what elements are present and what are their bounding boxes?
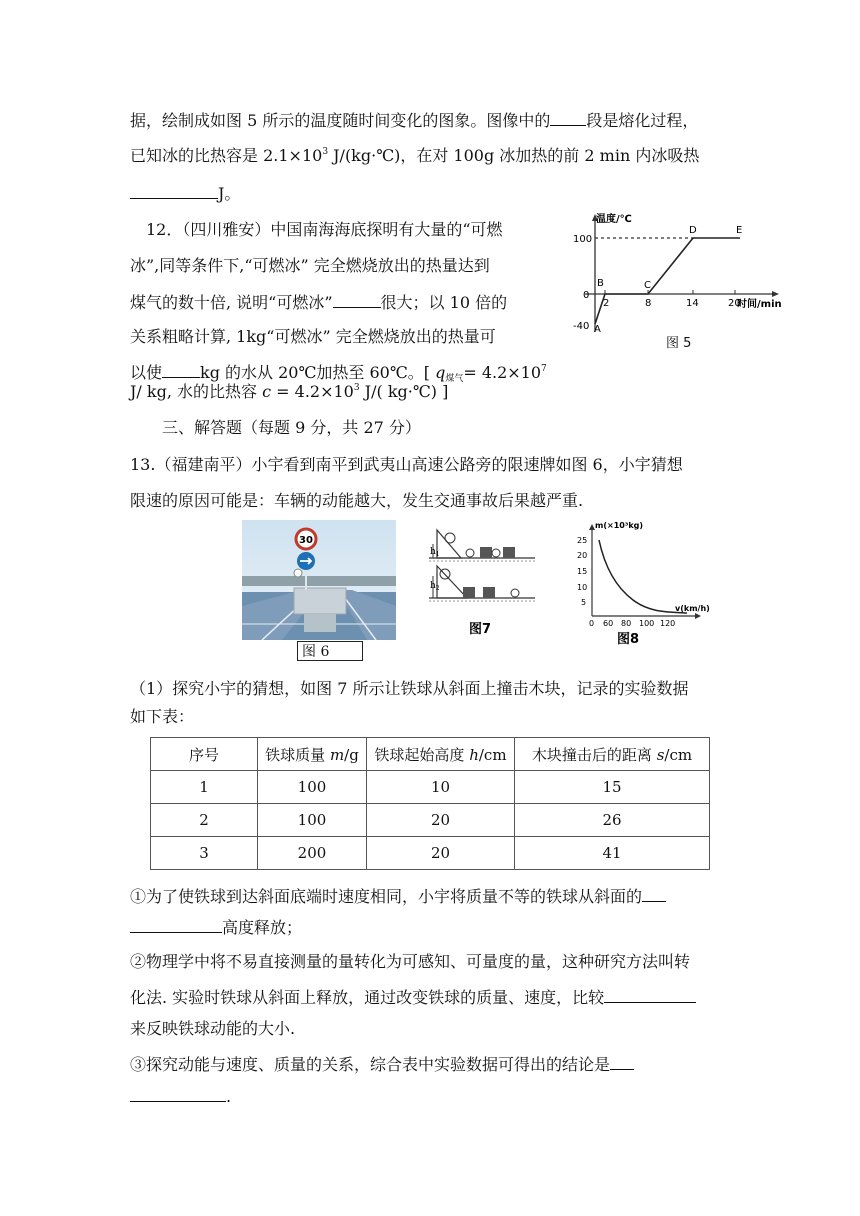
header-height: 铁球起始高度 h/cm: [367, 738, 515, 771]
cell-height: 20: [367, 837, 515, 870]
fig8-xtick: 80: [621, 619, 632, 628]
section-heading: 三、解答题（每题 9 分，共 27 分）: [162, 418, 421, 437]
fig8-ytick: 15: [577, 567, 588, 576]
fig5-ytick-0: 0: [583, 290, 590, 301]
answer-blank[interactable]: [162, 362, 200, 378]
q12-line4: 关系粗略计算, 1kg“可燃冰” 完全燃烧放出的热量可: [130, 327, 496, 346]
fig5-point-d: D: [689, 225, 697, 236]
q11-line3: J。: [130, 183, 240, 204]
figure-7-caption: 图7: [469, 622, 492, 637]
q13-sub2-line2: 化法. 实验时铁球从斜面上释放，通过改变铁球的质量、速度，比较: [130, 987, 696, 1008]
q13-part1-line1: （1）探究小宇的猜想，如图 7 所示让铁球从斜面上撞击木块，记录的实验数据: [130, 679, 689, 698]
fig8-ytick: 25: [577, 536, 588, 545]
cell-distance: 15: [515, 771, 710, 804]
fig8-ylabel: m(×10³kg): [595, 521, 644, 530]
q12-line2: 冰”,同等条件下,“可燃冰” 完全燃烧放出的热量达到: [130, 256, 490, 275]
cell-index: 3: [151, 837, 258, 870]
fig5-ytick-100: 100: [573, 234, 593, 245]
fig5-ytick-neg40: -40: [573, 321, 590, 332]
figure-6-caption: 图 6: [297, 641, 363, 661]
fig5-ylabel: 温度/℃: [596, 214, 632, 225]
q12-line1: 12．（四川雅安）中国南海海底探明有大量的“可燃: [146, 220, 503, 239]
fig8-xtick: 0: [589, 619, 595, 628]
fig8-ytick: 5: [581, 598, 587, 607]
q13-sub2-line1: ②物理学中将不易直接测量的量转化为可感知、可量度的量，这种研究方法叫转: [130, 952, 691, 971]
q13-sub3-line2: .: [130, 1086, 231, 1107]
q12-line3: 煤气的数十倍, 说明“可燃冰” 很大；以 10 倍的: [130, 293, 508, 312]
fig5-xlabel: 时间/min: [737, 299, 782, 310]
q13-sub2-line3: 来反映铁球动能的大小.: [130, 1019, 296, 1038]
fig5-point-a: A: [594, 324, 601, 335]
answer-blank[interactable]: [550, 110, 586, 126]
cell-mass: 200: [258, 837, 367, 870]
answer-blank[interactable]: [642, 886, 666, 902]
fig8-xlabel: v(km/h): [675, 604, 710, 613]
fig8-ytick: 20: [577, 551, 588, 560]
answer-blank[interactable]: [333, 292, 381, 308]
figure-8-caption: 图8: [617, 632, 640, 647]
q13-sub1-line2: 高度释放；: [130, 917, 302, 938]
q13-sub3-line1: ③探究动能与速度、质量的关系，综合表中实验数据可得出的结论是: [130, 1054, 634, 1075]
q13-line1: 13.（福建南平）小宇看到南平到武夷山高速公路旁的限速牌如图 6，小宇猜想: [130, 455, 683, 474]
fig8-xtick: 60: [603, 619, 614, 628]
header-mass: 铁球质量 m/g: [258, 738, 367, 771]
header-distance: 木块撞击后的距离 s/cm: [515, 738, 710, 771]
q11-line1: 据，绘制成如图 5 所示的温度随时间变化的图象。图像中的 段是熔化过程，: [130, 111, 699, 130]
figure-5-caption: 图 5: [666, 336, 692, 351]
cell-mass: 100: [258, 771, 367, 804]
cell-mass: 100: [258, 804, 367, 837]
figure-6-photo: [242, 520, 396, 640]
fig5-xtick-2: 2: [603, 298, 610, 309]
cell-index: 1: [151, 771, 258, 804]
cell-distance: 26: [515, 804, 710, 837]
fig8-xtick: 120: [660, 619, 676, 628]
fig5-xtick-14: 14: [686, 298, 699, 309]
header-index: 序号: [151, 738, 258, 771]
figure-7-diagram: [423, 520, 535, 646]
answer-blank[interactable]: [604, 987, 696, 1003]
fig5-xtick-20: 20: [728, 298, 741, 309]
table-row: [151, 837, 710, 870]
experiment-data-table: [150, 737, 710, 870]
fig8-xtick: 100: [639, 619, 655, 628]
speed-limit-sign-text: 30: [299, 535, 313, 546]
table-row: [151, 771, 710, 804]
fig5-point-e: E: [736, 225, 743, 236]
q13-line2: 限速的原因可能是：车辆的动能越大，发生交通事故后果越严重.: [130, 491, 584, 510]
cell-height: 10: [367, 771, 515, 804]
q12-line5: 以使 kg 的水从 20℃加热至 60℃。[ $q_{煤气}= 4.2\times 10^7$: [130, 363, 547, 384]
cell-distance: 41: [515, 837, 710, 870]
q12-line6: J/ kg, 水的比热容 $c = 4.2\times 10^3$ J/( kg·℃) ]: [130, 382, 449, 401]
table-header-row: [151, 738, 710, 771]
answer-blank[interactable]: [130, 917, 222, 933]
q13-sub1-line1: ①为了使铁球到达斜面底端时速度相同，小宇将质量不等的铁球从斜面的: [130, 886, 666, 907]
answer-blank[interactable]: [130, 183, 218, 199]
answer-blank[interactable]: [130, 1086, 226, 1102]
fig5-xtick-8: 8: [645, 298, 652, 309]
fig7-h1-label: $h_1$: [430, 547, 440, 558]
q11-line2: 已知冰的比热容是 $2.1\times 10^3$ J/(kg·℃)，在对 100g 冰加热的前 2 min 内冰吸热: [130, 146, 700, 165]
q13-part1-line2: 如下表：: [130, 707, 195, 726]
cell-index: 2: [151, 804, 258, 837]
fig5-point-c: C: [644, 280, 651, 291]
fig5-point-b: B: [597, 278, 604, 289]
answer-blank[interactable]: [610, 1054, 634, 1070]
fig7-h2-label: $h_2$: [430, 581, 440, 592]
fig8-ytick: 10: [577, 583, 588, 592]
figure-8-graph: [565, 518, 710, 648]
table-row: [151, 804, 710, 837]
cell-height: 20: [367, 804, 515, 837]
